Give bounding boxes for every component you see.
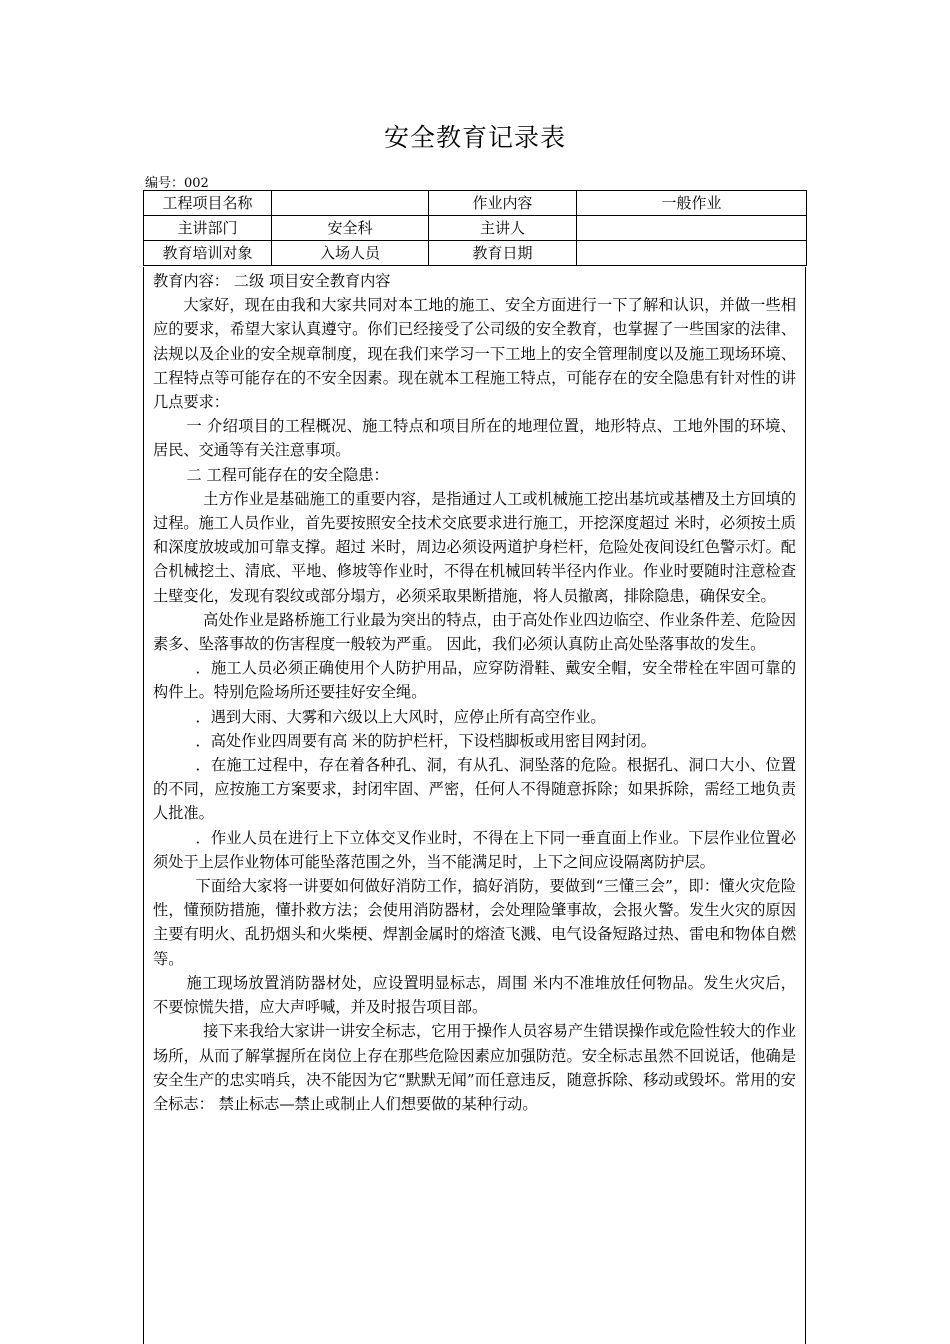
value-work-content: 一般作业 [577,191,807,216]
value-training-target: 入场人员 [272,241,429,266]
label-training-date: 教育日期 [429,241,577,266]
paragraph-openings: ．在施工过程中，存在着各种孔、洞，有从孔、洞坠落的危险。根据孔、洞口大小、位置的不同，应按施工方案要求，封闭牢固、严密，任何人不得随意拆除；如果拆除，需经工地负责人批准。 [153,756,796,823]
paragraph-weather: ．遇到大雨、大雾和六级以上大风时，应停止所有高空作业。 [195,707,606,726]
content-heading: 教育内容： 二级 项目安全教育内容 [153,272,391,290]
paragraph-hazards-heading: 二 工程可能存在的安全隐患： [186,465,389,484]
page-title: 安全教育记录表 [383,123,566,152]
paragraph-safety-signs: 接下来我给大家讲一讲安全标志，它用于操作人员容易产生错误操作或危险性较大的作业场所，从而了解掌握所在岗位上存在那些危险因素应加强防范。安全标志虽然不回说话，他确是安全生产的忠实哨兵，决不能因为它“默默无闻”而任意违反，随意拆除、移动或毁坏。常用的安全标志： 禁止标志—禁止或制止人们想要做的某种行动。 [153,1022,796,1113]
paragraph-ppe: ．施工人员必须正确使用个人防护用品，应穿防滑鞋、戴安全帽，安全带栓在牢固可靠的构件上。特别危险场所还要挂好安全绳。 [153,659,796,702]
table-row [144,191,807,216]
paragraph-fire-safety: 下面给大家将一讲要如何做好消防工作，搞好消防，要做到“三懂三会”，即：懂火灾危险性，懂预防措施，懂扑救方法；会使用消防器材，会处理险肇事故，会报火警。发生火灾的原因主要有明火、乱扔烟头和火柴梗、焊割金属时的熔渣飞溅、电气设备短路过热、雷电和物体自燃等。 [153,877,796,968]
header-table [143,190,807,266]
value-project-name [272,191,429,216]
paragraph-railing: ．高处作业四周要有高 米的防护栏杆，下设档脚板或用密目网封闭。 [195,731,656,750]
paragraph-earthwork: 土方作业是基础施工的重要内容，是指通过人工或机械施工挖出基坑或基槽及土方回填的过程。施工人员作业，首先要按照安全技术交底要求进行施工，开挖深度超过 米时，必须按土质和深度放坡或加可靠支撑。超过 米时，周边必须设两道护身栏杆，危险处夜间设红色警示灯。配合机械挖土、清底、平地、修坡等作业时，不得在机械回转半径内作业。作业时要随时注意检查土壁变化，发现有裂纹或部分塌方，必须采取果断措施，将人员撤离，排除隐患，确保安全。 [153,489,796,605]
serial-number: 编号：002 [145,176,209,191]
table-row [144,216,807,241]
label-project-name: 工程项目名称 [144,191,272,216]
label-lecture-dept: 主讲部门 [144,216,272,241]
paragraph-cross-work: ．作业人员在进行上下立体交叉作业时，不得在上下同一垂直面上作业。下层作业位置必须处于上层作业物体可能坠落范围之外，当不能满足时，上下之间应设隔离防护层。 [153,828,796,871]
table-row [144,241,807,266]
value-lecturer [577,216,807,241]
paragraph-intro: 大家好，现在由我和大家共同对本工地的施工、安全方面进行一下了解和认识，并做一些相应的要求，希望大家认真遵守。你们已经接受了公司级的安全教育，也掌握了一些国家的法律、法规以及企业的安全规章制度，现在我们来学习一下工地上的安全管理制度以及施工现场环境、工程特点等可能存在的不安全因素。现在就本工程施工特点，可能存在的安全隐患有针对性的讲几点要求： [153,296,796,412]
label-work-content: 作业内容 [429,191,577,216]
label-lecturer: 主讲人 [429,216,577,241]
paragraph-height-work: 高处作业是路桥施工行业最为突出的特点，由于高处作业四边临空、作业条件差、危险因素多、坠落事故的伤害程度一般较为严重。 因此，我们必须认真防止高处坠落事故的发生。 [153,610,796,654]
education-content-box [143,267,806,1344]
paragraph-overview: 一 介绍项目的工程概况、施工特点和项目所在的地理位置，地形特点、工地外围的环境、居民、交通等有关注意事项。 [153,417,796,460]
value-training-date [577,241,807,266]
label-training-target: 教育培训对象 [144,241,272,266]
paragraph-fire-equipment: 施工现场放置消防器材处，应设置明显标志，周围 米内不准堆放任何物品。发生火灾后，不要惊慌失措，应大声呼喊，并及时报告项目部。 [153,973,796,1017]
value-lecture-dept: 安全科 [272,216,429,241]
